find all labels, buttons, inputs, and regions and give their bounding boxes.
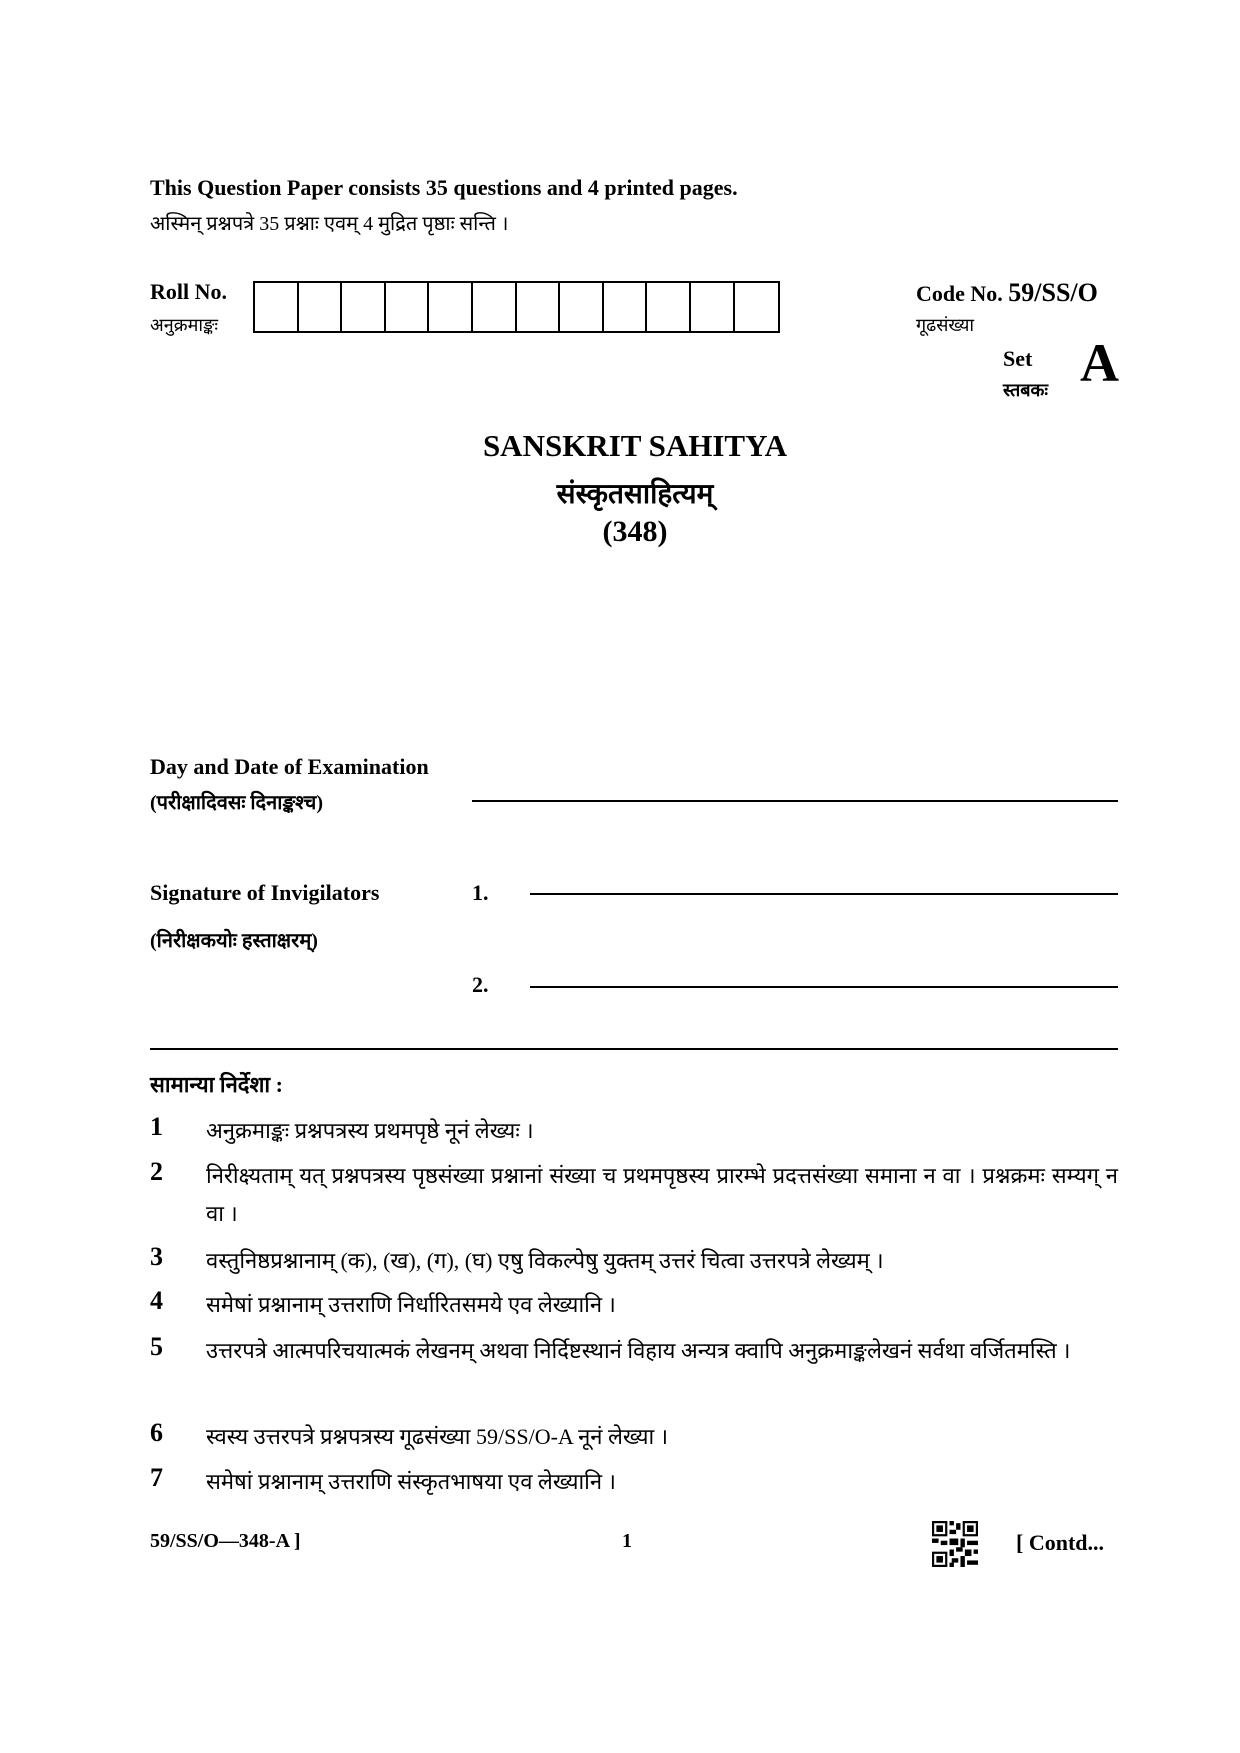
invigilator-2-number: 2. — [472, 972, 489, 997]
instruction-text: समेषां प्रश्नानाम् उत्तराणि निर्धारितसमये एव लेख्यानि । — [206, 1292, 616, 1317]
code-no-label: Code No. — [916, 281, 1003, 306]
instruction-number: 2 — [150, 1157, 163, 1186]
roll-no-label-hi: अनुक्रमाङ्कः — [150, 315, 219, 335]
roll-digit-box[interactable] — [255, 283, 299, 331]
set-label: Set — [1003, 346, 1033, 371]
instruction-number: 4 — [150, 1286, 163, 1315]
roll-digit-box[interactable] — [647, 283, 691, 331]
instruction-text: स्वस्य उत्तरपत्रे प्रश्नपत्रस्य गूढसंख्या 59/SS/O-A नूनं लेख्या । — [206, 1424, 669, 1449]
roll-digit-box[interactable] — [517, 283, 561, 331]
roll-digit-box[interactable] — [386, 283, 430, 331]
instruction-text: उत्तरपत्रे आत्मपरिचयात्मकं लेखनम् अथवा निर्दिष्टस्थानं विहाय अन्यत्र क्वापि अनुक्रमाङ्कलेखनं सर्वथा वर्जितमस्ति । — [206, 1338, 1071, 1363]
exam-date-label-hi: (परीक्षादिवसः दिनाङ्कश्च) — [150, 792, 323, 814]
instruction-number: 3 — [150, 1242, 163, 1271]
instruction-text: वस्तुनिष्ठप्रश्नानाम् (क), (ख), (ग), (घ) एषु विकल्पेषु युक्तम् उत्तरं चित्वा उत्तरपत्रे लेख्यम् । — [206, 1248, 884, 1273]
invigilators-label: Signature of Invigilators — [150, 880, 380, 905]
instruction-text: अनुक्रमाङ्कः प्रश्नपत्रस्य प्रथमपृष्ठे नूनं लेख्यः । — [206, 1118, 534, 1143]
code-no-label-hi: गूढसंख्या — [916, 315, 975, 335]
roll-digit-box[interactable] — [691, 283, 735, 331]
page-number: 1 — [622, 1530, 632, 1552]
subject-title-en: SANSKRIT SAHITYA — [482, 428, 788, 463]
roll-digit-box[interactable] — [604, 283, 648, 331]
set-value: A — [1080, 333, 1119, 393]
exam-date-line[interactable] — [472, 800, 1118, 802]
invigilator-1-signature-line[interactable] — [530, 893, 1118, 895]
roll-digit-box[interactable] — [299, 283, 343, 331]
pages-info-en: This Question Paper consists 35 questions and 4 printed pages. — [150, 175, 738, 200]
roll-digit-box[interactable] — [429, 283, 473, 331]
roll-no-label: Roll No. — [150, 279, 227, 304]
code-no — [916, 278, 1098, 308]
roll-digit-box[interactable] — [560, 283, 604, 331]
roll-digit-box[interactable] — [735, 283, 779, 331]
pages-info-hi: अस्मिन् प्रश्नपत्रे 35 प्रश्नाः एवम् 4 मुद्रित पृष्ठाः सन्ति । — [150, 213, 509, 235]
instruction-number: 7 — [150, 1463, 163, 1492]
invigilator-1-number: 1. — [472, 880, 489, 905]
continued-label: [ Contd... — [1016, 1530, 1105, 1555]
paper-code-footer: 59/SS/O—348-A ] — [150, 1530, 301, 1552]
subject-title-hi: संस्कृतसाहित्यम् — [556, 479, 714, 510]
instruction-number: 5 — [150, 1332, 163, 1361]
subject-code: (348) — [602, 515, 668, 548]
instruction-number: 1 — [150, 1112, 163, 1141]
roll-digit-box[interactable] — [473, 283, 517, 331]
instructions-heading: सामान्या निर्देशा : — [150, 1072, 283, 1097]
qr-code-icon — [932, 1521, 978, 1567]
code-no-value: 59/SS/O — [1008, 278, 1098, 307]
instruction-number: 6 — [150, 1418, 163, 1447]
invigilators-label-hi: (निरीक्षकयोः हस्ताक्षरम्) — [150, 930, 318, 952]
roll-no-boxes[interactable] — [253, 281, 780, 333]
instruction-text: निरीक्ष्यताम् यत् प्रश्नपत्रस्य पृष्ठसंख्या प्रश्नानां संख्या च प्रथमपृष्ठस्य प्रारम्भे प्रदत्तसंख्या समाना न वा । प्रश्नक्रमः सम्यग् न वा । — [206, 1163, 1118, 1226]
set-label-hi: स्तबकः — [1003, 380, 1048, 400]
section-divider — [150, 1048, 1118, 1050]
exam-date-label: Day and Date of Examination — [150, 754, 429, 779]
instruction-text: समेषां प्रश्नानाम् उत्तराणि संस्कृतभाषया एव लेख्यानि । — [206, 1469, 616, 1494]
invigilator-2-signature-line[interactable] — [530, 986, 1118, 988]
roll-digit-box[interactable] — [342, 283, 386, 331]
